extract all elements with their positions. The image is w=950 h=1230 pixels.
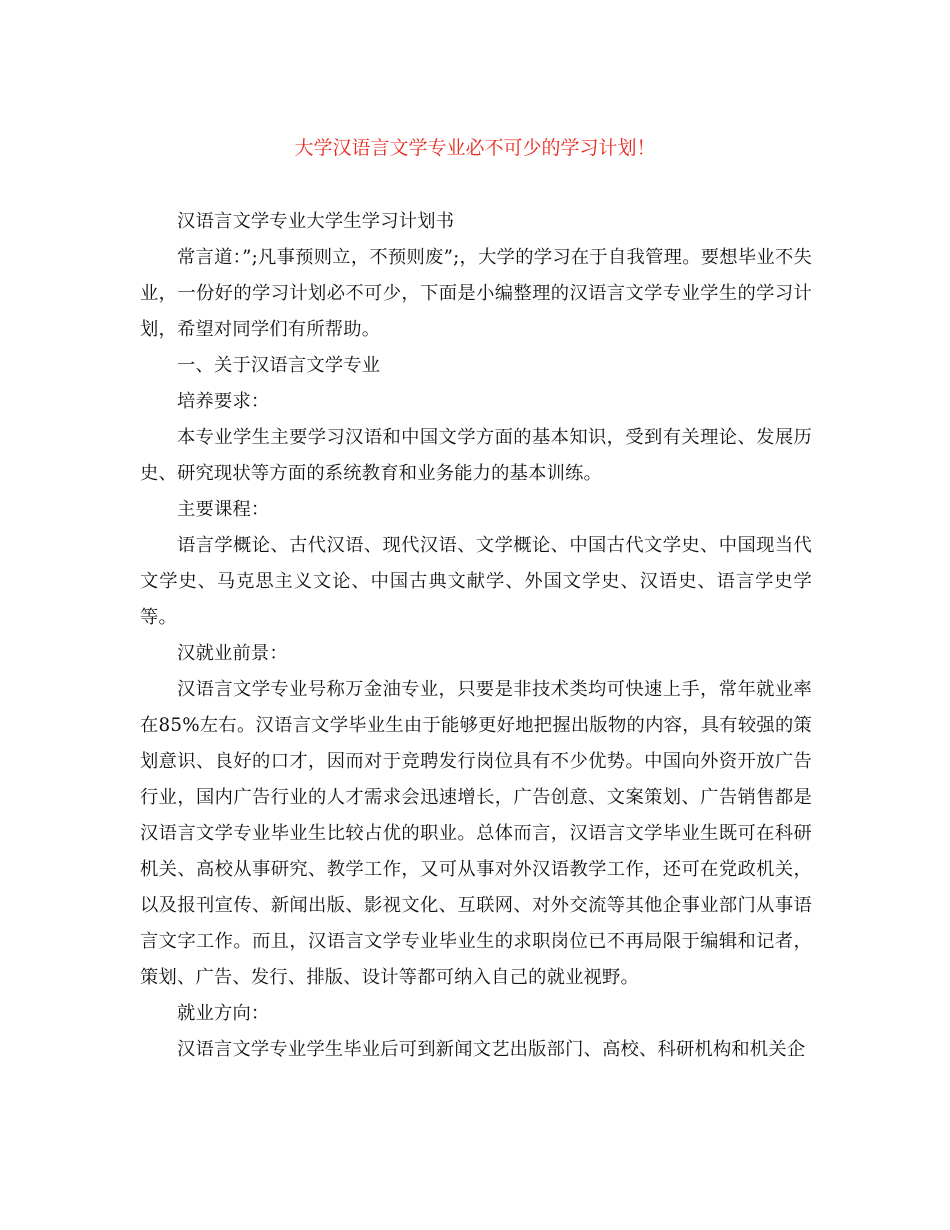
document-title: 大学汉语言文学专业必不可少的学习计划！ [294,137,656,159]
subheading-training-requirements: 培养要求： [177,391,270,412]
paragraph-employment-direction: 汉语言文学专业学生毕业后可到新闻文艺出版部门、高校、科研机构和机关企 [177,1039,806,1060]
section-heading-about-major: 一、关于汉语言文学专业 [177,355,381,376]
paragraph-plan-heading: 汉语言文学专业大学生学习计划书 [177,211,455,232]
subheading-employment-direction: 就业方向： [177,1003,270,1024]
paragraph-main-courses: 语言学概论、古代汉语、现代汉语、文学概论、中国古代文学史、中国现当代文学史、马克思主义文论、中国古典文献学、外国文学史、汉语史、语言学史学等。 [140,535,812,628]
subheading-main-courses: 主要课程： [177,499,270,520]
paragraph-employment-prospects: 汉语言文学专业号称万金油专业，只要是非技术类均可快速上手，常年就业率在85%左右。汉语言文学毕业生由于能够更好地把握出版物的内容，具有较强的策划意识、良好的口才，因而对于竞聘发行岗位具有不少优势。中国向外资开放广告行业，国内广告行业的人才需求会迅速增长，广告创意、文案策划、广告销售都是汉语言文学专业毕业生比较占优的职业。总体而言，汉语言文学毕业生既可在科研机关、高校从事研究、教学工作，又可从事对外汉语教学工作，还可在党政机关，以及报刊宣传、新闻出版、影视文化、互联网、对外交流等其他企事业部门从事语言文字工作。而且，汉语言文学专业毕业生的求职岗位已不再局限于编辑和记者，策划、广告、发行、排版、设计等都可纳入自己的就业视野。 [140,679,812,988]
subheading-employment-prospects: 汉就业前景： [177,643,288,664]
paragraph-training-requirements: 本专业学生主要学习汉语和中国文学方面的基本知识，受到有关理论、发展历史、研究现状等方面的系统教育和业务能力的基本训练。 [140,427,812,484]
document-body [140,204,812,1068]
paragraph-intro: 常言道：”;凡事预则立，不预则废”;，大学的学习在于自我管理。要想毕业不失业，一份好的学习计划必不可少，下面是小编整理的汉语言文学专业学生的学习计划，希望对同学们有所帮助。 [140,247,812,340]
